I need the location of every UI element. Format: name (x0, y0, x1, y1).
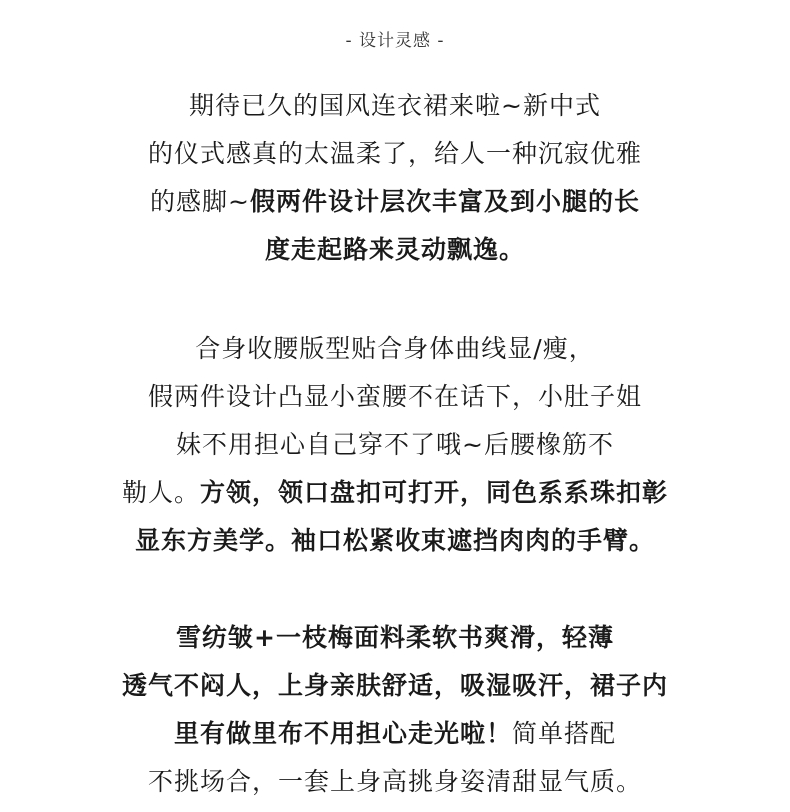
text-line (0, 325, 790, 373)
text-segment-bold: 假两件设计层次丰富及到小腿的长 (249, 187, 640, 216)
text-line (0, 178, 790, 226)
text-segment: 合身收腰版型贴合身体曲线显/瘦， (195, 334, 595, 363)
text-segment: 勒人。 (121, 478, 200, 507)
description-paragraph-1 (0, 82, 790, 274)
text-line (0, 226, 790, 274)
text-line (0, 82, 790, 130)
text-segment: 的感脚~ (150, 187, 250, 216)
text-line (0, 130, 790, 178)
text-line (0, 758, 790, 806)
text-line (0, 710, 790, 758)
text-segment-bold: 显东方美学。袖口松紧收束遮挡肉肉的手臂。 (134, 526, 655, 555)
text-segment-bold: 度走起路来灵动飘逸。 (264, 235, 525, 264)
section-header: - 设计灵感 - (345, 31, 445, 51)
text-line (0, 517, 790, 565)
text-line (0, 469, 790, 517)
text-segment: 妹不用担心自己穿不了哦~后腰橡筋不 (176, 430, 614, 459)
text-segment: 期待已久的国风连衣裙来啦~新中式 (189, 91, 601, 120)
text-line (0, 373, 790, 421)
text-segment-bold: 方领，领口盘扣可打开，同色系系珠扣彰 (200, 478, 669, 507)
description-paragraph-3 (0, 614, 790, 806)
text-segment: 的仪式感真的太温柔了，给人一种沉寂优雅 (147, 139, 642, 168)
text-segment: 不挑场合，一套上身高挑身姿清甜显气质。 (147, 767, 642, 796)
text-line (0, 421, 790, 469)
text-line (0, 614, 790, 662)
text-segment-bold: 雪纺皱+一枝梅面料柔软书爽滑，轻薄 (176, 623, 614, 652)
text-line (0, 662, 790, 710)
text-segment: 简单搭配 (512, 719, 617, 748)
text-segment: 假两件设计凸显小蛮腰不在话下，小肚子姐 (147, 382, 642, 411)
description-paragraph-2 (0, 325, 790, 565)
text-segment-bold: 里有做里布不用担心走光啦！ (173, 719, 512, 748)
text-segment-bold: 透气不闷人，上身亲肤舒适，吸湿吸汗，裙子内 (121, 671, 668, 700)
